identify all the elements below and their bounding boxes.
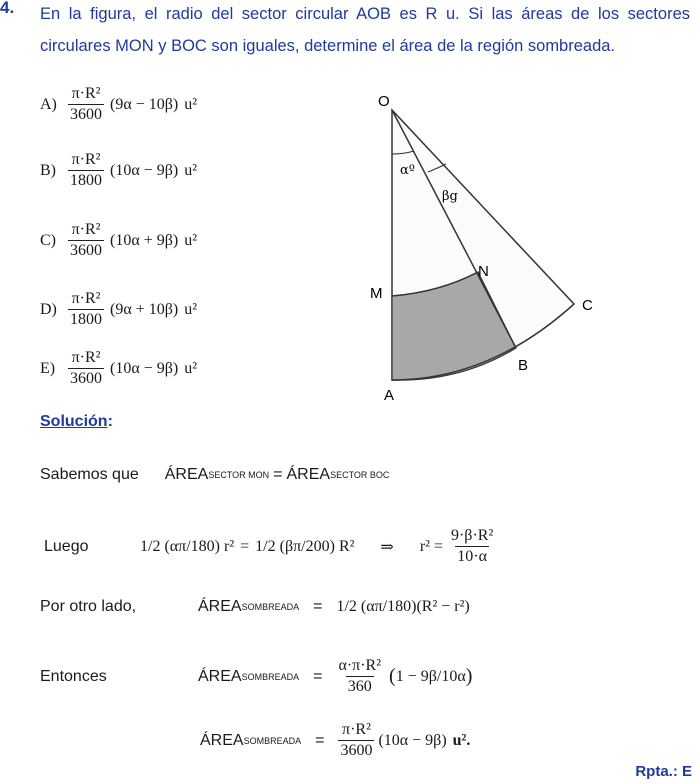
answer-label: Rpta.: E [635, 763, 692, 780]
option-a[interactable] [40, 84, 197, 125]
problem-statement: En la figura, el radio del sector circular AOB es R u. Si las áreas de los sectores circulares MON y BOC son iguales, determine el área de la región sombreada. [40, 5, 690, 55]
area-word-4: ÁREA [198, 667, 242, 685]
line-final: ÁREA SOMBREADA = $\frac{\text{π·R²}}{3600}$ (10α − 9β) u². [200, 721, 471, 759]
final-unit: u². [452, 731, 471, 749]
eq3-numerator: α·π·R² [338, 657, 382, 674]
eq1-left: 1/2 (απ/180) r² [140, 537, 235, 555]
final-denominator: 3600 [340, 742, 373, 759]
sub-sombreada-2: SOMBREADA [241, 671, 300, 682]
option-c[interactable] [40, 220, 197, 261]
option-denominator: 3600 [70, 242, 102, 259]
option-d[interactable] [40, 289, 197, 330]
option-unit: u² [184, 359, 197, 377]
eq3-denominator: 360 [347, 678, 372, 695]
sub-sector-boc: SECTOR BOC [330, 470, 390, 480]
option-denominator: 1800 [70, 172, 102, 189]
label-a: A [384, 387, 395, 404]
area-word: ÁREA [164, 466, 209, 483]
sub-sombreada-3: SOMBREADA [243, 735, 302, 746]
line-sabemos: Sabemos que ÁREA SECTOR MON = ÁREA SECTOR BOC [40, 466, 390, 483]
option-expression: (10α − 9β) [110, 161, 179, 179]
option-numerator: π·R² [71, 221, 101, 238]
area-word-3: ÁREA [198, 598, 242, 615]
option-e[interactable] [40, 348, 197, 389]
option-expression: (9α + 10β) [110, 300, 179, 318]
option-unit: u² [184, 300, 197, 318]
option-denominator: 3600 [70, 106, 102, 123]
option-unit: u² [184, 161, 197, 179]
sub-sombreada: SOMBREADA [241, 602, 300, 612]
option-numerator: π·R² [71, 151, 101, 168]
r2-numerator: 9·β·R² [450, 527, 494, 544]
eq3-inner: 1 − 9β/10α [395, 667, 466, 685]
label-b: B [518, 357, 529, 374]
label-o: O [378, 93, 390, 110]
sector-figure [360, 88, 620, 408]
solution-title: Solución: [40, 413, 113, 430]
option-numerator: π·R² [71, 349, 101, 366]
option-expression: (10α + 9β) [110, 231, 179, 249]
line-entonces: Entonces ÁREA SOMBREADA = $\frac{\text{α·π·R²}}{360}$ ( 1 − 9β/10α ) [40, 657, 473, 695]
option-denominator: 3600 [70, 370, 102, 387]
line-por-otro-lado: Por otro lado, ÁREA SOMBREADA = 1/2 (απ/180)(R² − r²) [40, 598, 470, 615]
final-expression: (10α − 9β) [378, 731, 447, 749]
option-label: A) [40, 95, 57, 113]
sub-sector-mon: SECTOR MON [208, 470, 270, 480]
option-label: B) [40, 161, 56, 179]
eq1-right: 1/2 (βπ/200) R² [255, 537, 355, 555]
label-alpha: αº [400, 163, 415, 178]
final-numerator: π·R² [342, 721, 371, 738]
label-c: C [582, 297, 593, 314]
option-denominator: 1800 [70, 311, 102, 328]
implies-symbol: ⇒ [380, 538, 394, 556]
option-label: D) [40, 300, 57, 318]
option-b[interactable] [40, 150, 197, 191]
option-expression: (9α − 10β) [110, 95, 179, 113]
option-label: C) [40, 231, 56, 249]
option-expression: (10α − 9β) [110, 359, 179, 377]
option-numerator: π·R² [71, 85, 101, 102]
por-otro-lado-label: Por otro lado, [40, 598, 137, 615]
entonces-label: Entonces [40, 667, 107, 685]
label-beta: βg [442, 189, 458, 204]
option-numerator: π·R² [71, 290, 101, 307]
line-luego: Luego 1/2 (απ/180) r² = 1/2 (βπ/200) R² ⇒ r² = $\frac{\text{9·β·R²}}{10\cdot\alpha}$ [44, 527, 494, 565]
area-word-2: ÁREA [286, 466, 331, 483]
problem-number: 4. [0, 0, 15, 17]
option-unit: u² [184, 95, 197, 113]
sabemos-label: Sabemos que [40, 466, 139, 483]
eq2: 1/2 (απ/180)(R² − r²) [336, 598, 470, 615]
luego-label: Luego [44, 537, 89, 555]
r2-denominator: 10·α [457, 548, 487, 565]
area-word-5: ÁREA [200, 731, 244, 749]
option-unit: u² [184, 231, 197, 249]
label-m: M [370, 285, 383, 302]
option-label: E) [40, 359, 56, 377]
label-n: N [478, 263, 489, 280]
